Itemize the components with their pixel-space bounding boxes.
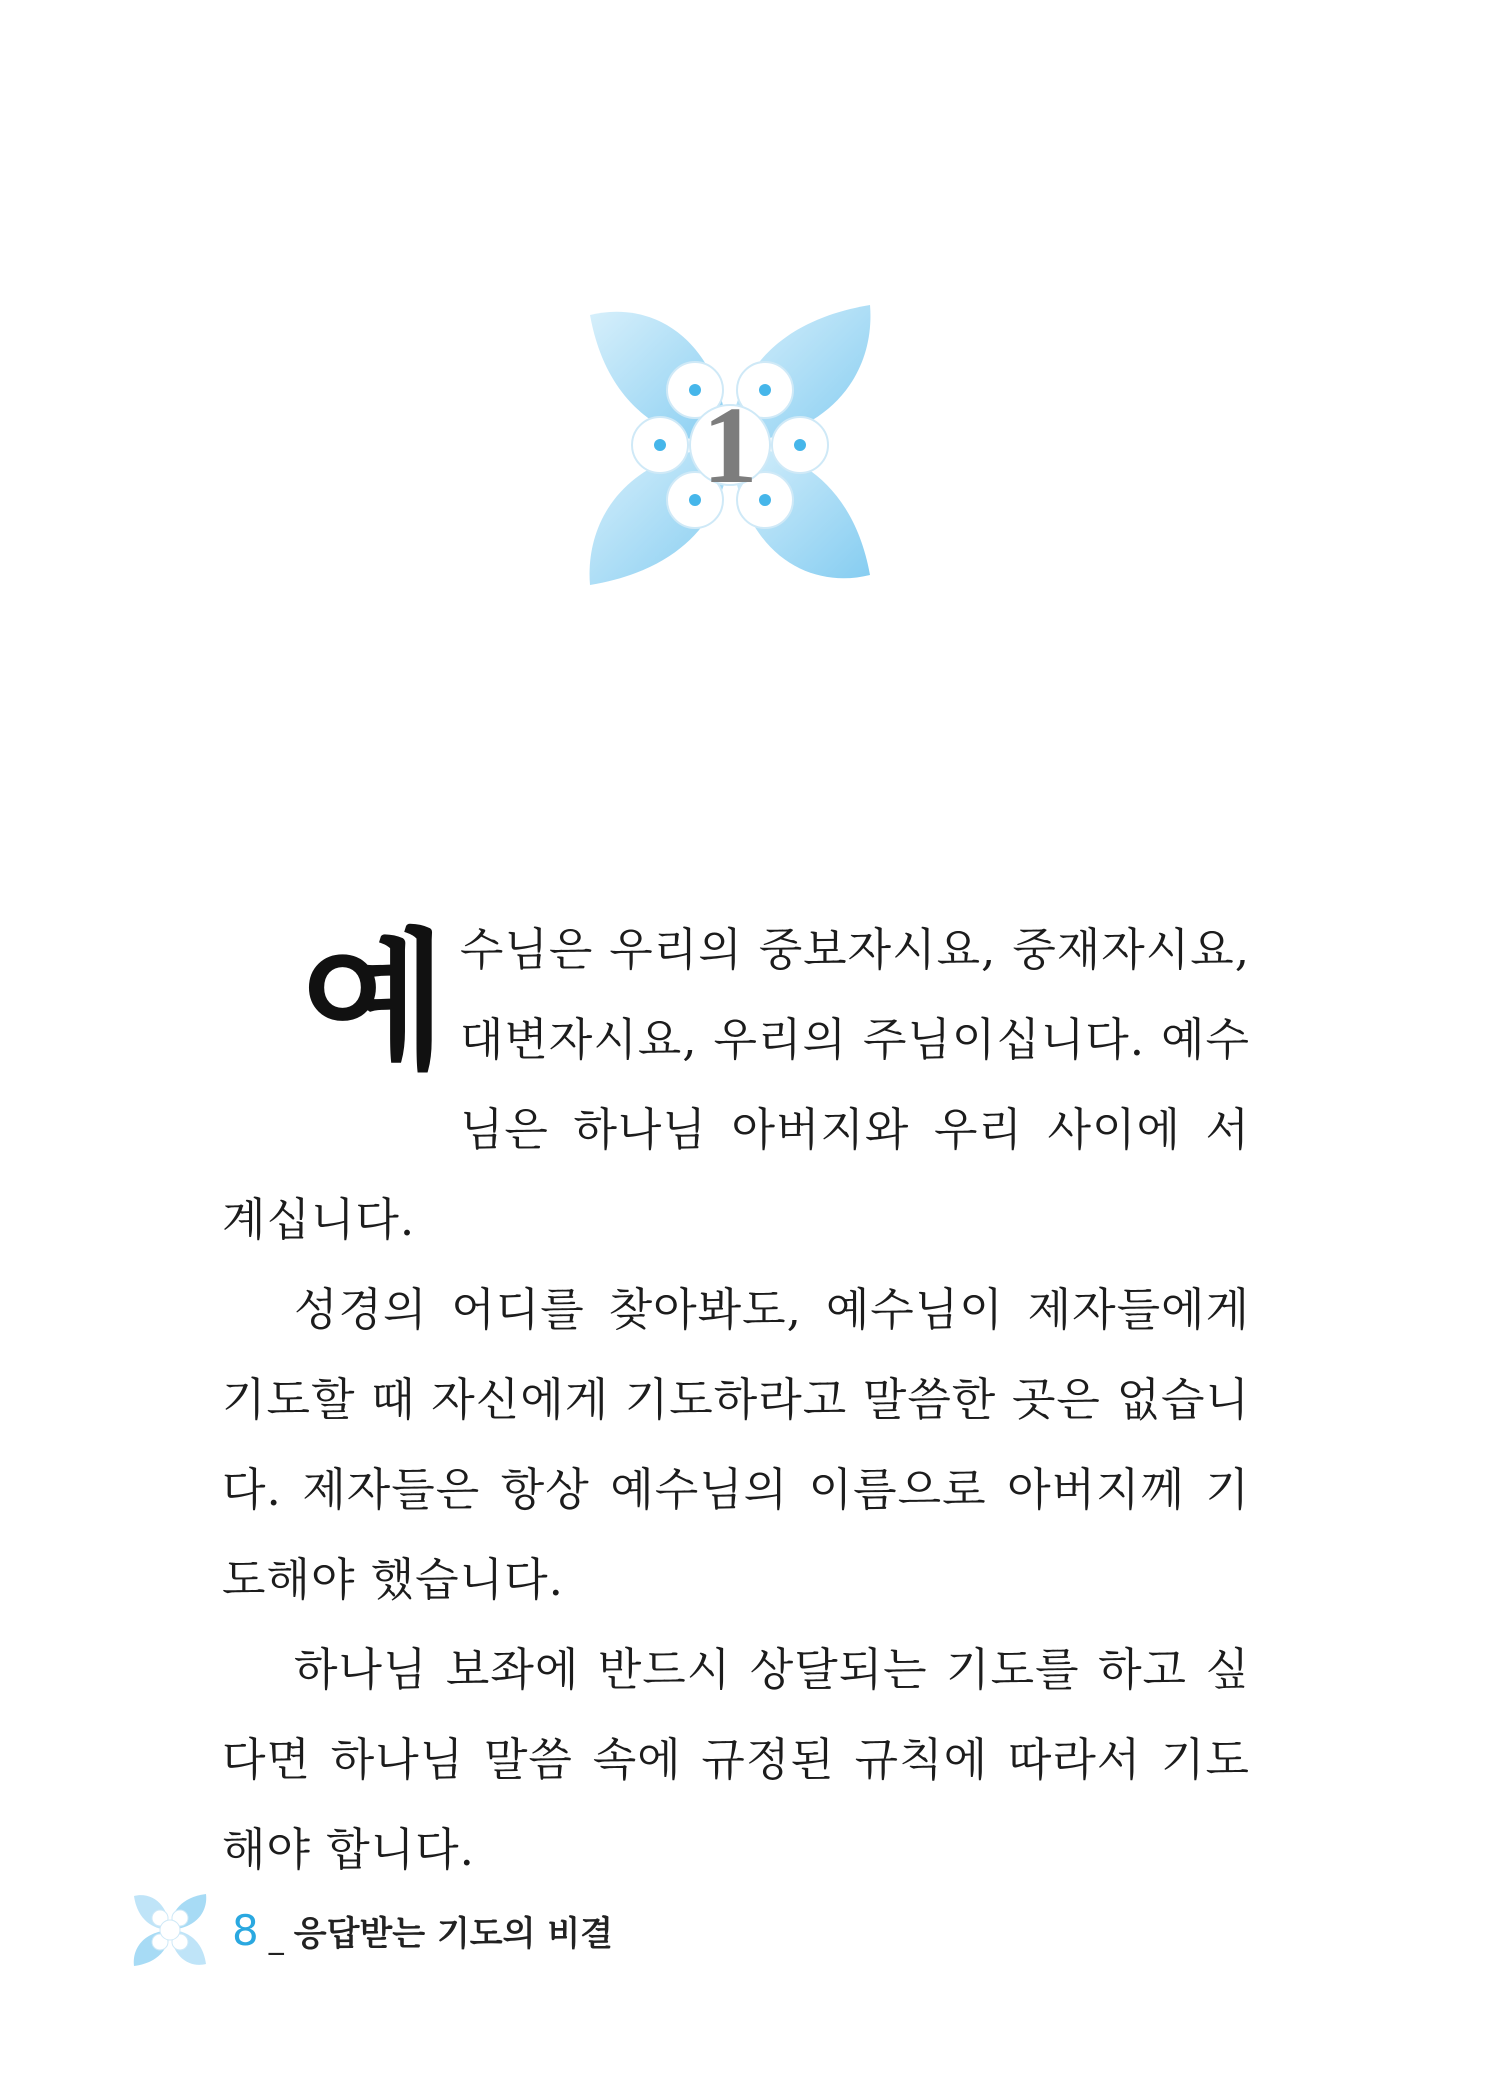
paragraph-1 xyxy=(222,905,1250,1265)
page-number: 8 xyxy=(232,1905,259,1955)
drop-cap: 예 xyxy=(302,916,448,1090)
paragraph-3: 하나님 보좌에 반드시 상달되는 기도를 하고 싶다면 하나님 말씀 속에 규정된 규칙에 따라서 기도해야 합니다. xyxy=(222,1643,1250,1876)
body-text xyxy=(222,905,1250,1895)
paragraph-1-text: 수님은 우리의 중보자시요, 중재자시요, 대변자시요, 우리의 주님이십니다. 예수님은 하나님 아버지와 우리 사이에 서 계십니다. xyxy=(222,923,1250,1246)
footer-flower-icon xyxy=(130,1890,210,1970)
paragraph-2: 성경의 어디를 찾아봐도, 예수님이 제자들에게 기도할 때 자신에게 기도하라고 말씀한 곳은 없습니다. 제자들은 항상 예수님의 이름으로 아버지께 기도해야 했습니다. xyxy=(222,1283,1250,1606)
book-title: 응답받는 기도의 비결 xyxy=(293,1913,614,1954)
footer-separator: _ xyxy=(268,1920,284,1956)
chapter-emblem xyxy=(580,295,880,595)
chapter-number: 1 xyxy=(702,384,758,506)
page-footer xyxy=(130,1890,613,1970)
